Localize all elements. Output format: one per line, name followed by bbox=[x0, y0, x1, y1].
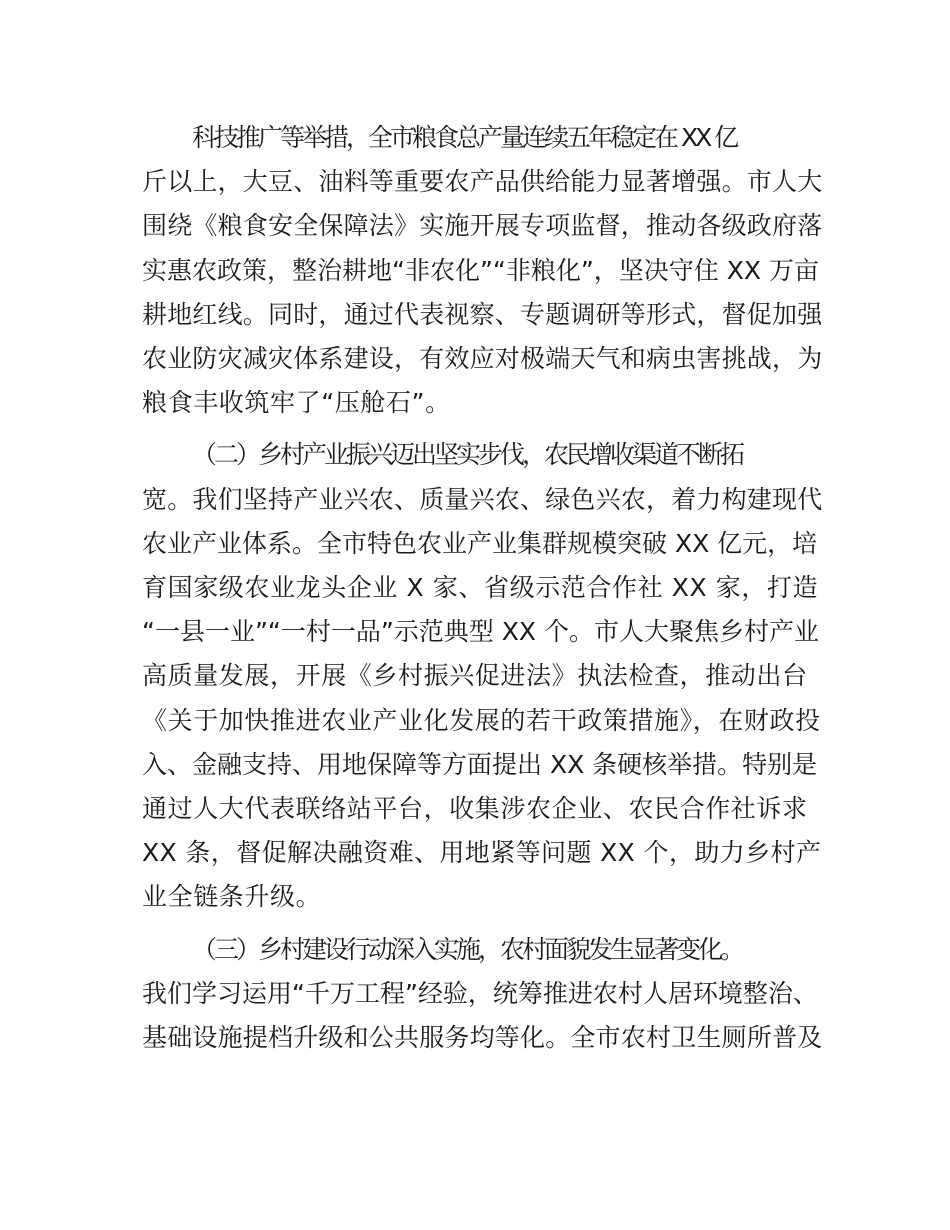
text-line: 粮食丰收筑牢了“压舱石”。 bbox=[142, 388, 451, 418]
text-line: “一县一业”“一村一品”示范典型 XX 个。市人大聚焦乡村产业 bbox=[142, 617, 819, 647]
text-line: 高质量发展，开展《乡村振兴促进法》执法检查，推动出台 bbox=[142, 661, 808, 691]
text-line: 通过人大代表联络站平台，收集涉农企业、农民合作社诉求 bbox=[142, 794, 808, 824]
text-line: 入、金融支持、用地保障等方面提出 XX 条硬核举措。特别是 bbox=[142, 749, 818, 779]
paragraph-rural-construction bbox=[142, 928, 822, 1061]
text-line: 农业防灾减灾体系建设，有效应对极端天气和病虫害挑战，为 bbox=[142, 344, 823, 374]
text-line: 《关于加快推进农业产业化发展的若干政策措施》，在财政投 bbox=[142, 705, 821, 735]
document-body bbox=[142, 116, 822, 1068]
text-line: 实惠农政策，整治耕地“非农化”“非粮化”，坚决守住 XX 万亩 bbox=[142, 255, 819, 285]
text-line: （二）乡村产业振兴迈出坚实步伐，农民增收渠道不断拓 bbox=[192, 440, 743, 470]
text-line: （三）乡村建设行动深入实施，农村面貌发生显著变化。 bbox=[192, 934, 743, 964]
text-line: 业全链条升级。 bbox=[142, 882, 322, 912]
text-line: 农业产业体系。全市特色农业产业集群规模突破 XX 亿元，培 bbox=[142, 528, 818, 558]
text-line: XX 条，督促解决融资难、用地紧等问题 XX 个，助力乡村产 bbox=[142, 838, 822, 868]
paragraph-industry-revitalization bbox=[142, 433, 822, 919]
text-line: 斤以上，大豆、油料等重要农产品供给能力显著增强。市人大 bbox=[142, 167, 823, 197]
text-line: 基础设施提档升级和公共服务均等化。全市农村卫生厕所普及 bbox=[142, 1023, 823, 1053]
paragraph-grain-security bbox=[142, 116, 822, 425]
text-line: 宽。我们坚持产业兴农、质量兴农、绿色兴农，着力构建现代 bbox=[142, 484, 823, 514]
text-line: 围绕《粮食安全保障法》实施开展专项监督，推动各级政府落 bbox=[142, 211, 823, 241]
text-line: 我们学习运用“千万工程”经验，统筹推进农村人居环境整治、 bbox=[142, 978, 818, 1008]
text-line: 耕地红线。同时，通过代表视察、专题调研等形式，督促加强 bbox=[142, 299, 823, 329]
text-line: 育国家级农业龙头企业 X 家、省级示范合作社 XX 家，打造 bbox=[142, 573, 819, 603]
text-line: 科技推广等举措，全市粮食总产量连续五年稳定在 XX 亿 bbox=[192, 123, 737, 152]
